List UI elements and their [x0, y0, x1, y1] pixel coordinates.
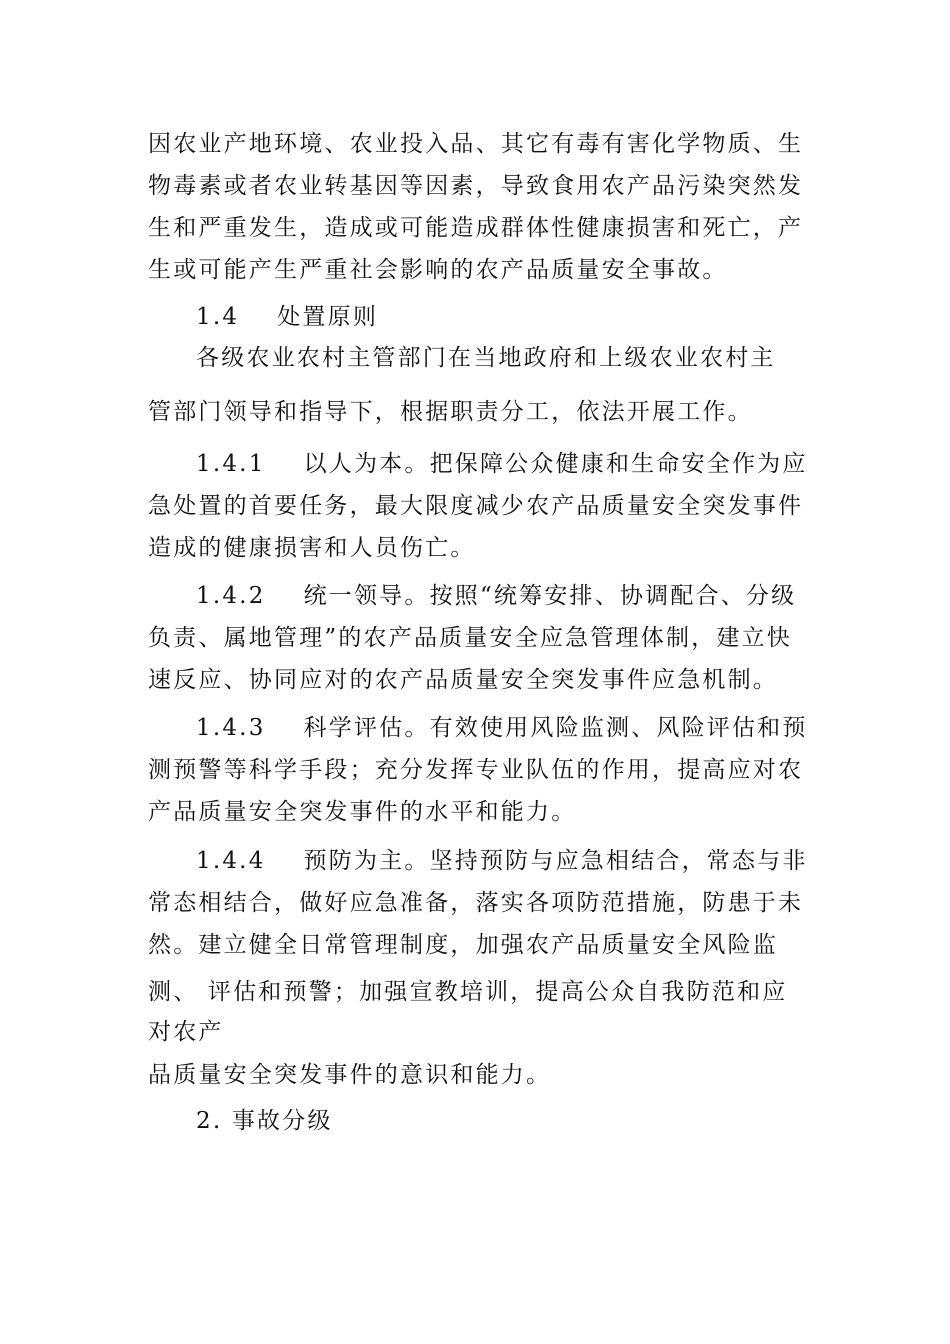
clause-1-4-2: 1.4.2 统一领导。按照“统筹安排、协调配合、分级: [196, 583, 797, 609]
body-text-line: 然。建立健全日常管理制度，加强农产品质量安全风险监: [148, 932, 778, 958]
body-text-line: 因农业产地环境、农业投入品、其它有毒有害化学物质、生: [148, 131, 804, 157]
body-text-line: 各级农业农村主管部门在当地政府和上级农业农村主: [196, 345, 776, 371]
body-text-line: 负责、属地管理”的农产品质量安全应急管理体制，建立快: [148, 625, 792, 651]
body-text-line: 品质量安全突发事件的意识和能力。: [148, 1062, 552, 1088]
body-text-line: 产品质量安全突发事件的水平和能力。: [148, 799, 577, 825]
body-text-line: 测、 评估和预警；加强宣教培训，提高公众自我防范和应: [148, 979, 788, 1005]
clause-1-4-4: 1.4.4 预防为主。坚持预防与应急相结合，常态与非: [196, 848, 808, 874]
body-text-line: 急处置的首要任务，最大限度减少农产品质量安全突发事件: [148, 493, 804, 519]
body-text-line: 物毒素或者农业转基因等因素，导致食用农产品污染突然发: [148, 173, 804, 199]
section-heading-2: 2. 事故分级: [196, 1108, 333, 1134]
body-text-line: 生和严重发生，造成或可能造成群体性健康损害和死亡，产: [148, 215, 804, 241]
body-text-line: 测预警等科学手段；充分发挥专业队伍的作用，提高应对农: [148, 757, 804, 783]
body-text-line: 管部门领导和指导下，根据职责分工，依法开展工作。: [148, 399, 753, 425]
section-heading-1-4: 1.4 处置原则: [196, 304, 379, 330]
clause-1-4-3: 1.4.3 科学评估。有效使用风险监测、风险评估和预: [196, 715, 808, 741]
body-text-line: 造成的健康损害和人员伤亡。: [148, 535, 476, 561]
body-text-line: 常态相结合，做好应急准备，落实各项防范措施，防患于未: [148, 890, 804, 916]
clause-1-4-1: 1.4.1 以人为本。把保障公众健康和生命安全作为应: [196, 451, 808, 477]
body-text-line: 速反应、协同应对的农产品质量安全突发事件应急机制。: [148, 667, 778, 693]
body-text-line: 对农产: [148, 1019, 224, 1045]
body-text-line: 生或可能产生严重社会影响的农产品质量安全事故。: [148, 257, 728, 283]
